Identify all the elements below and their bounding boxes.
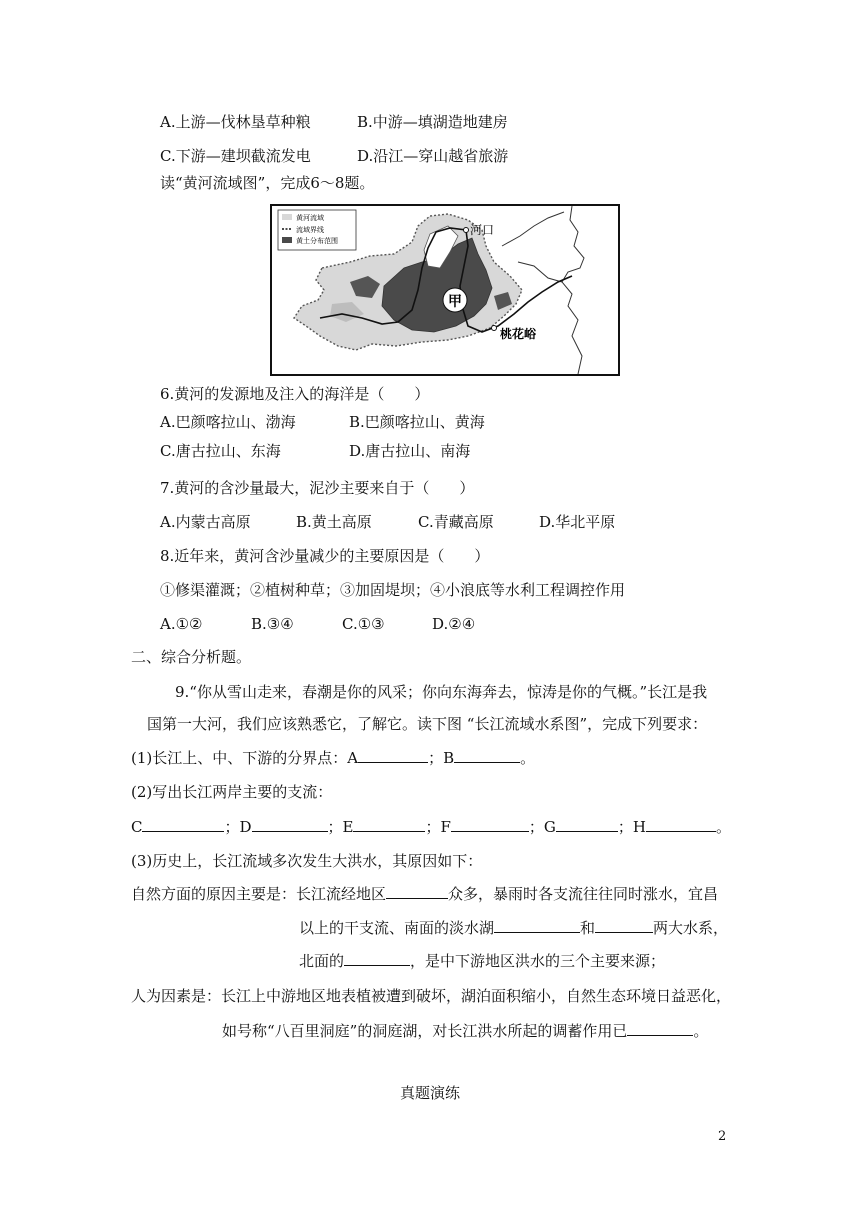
section-title: 真题演练 [400,1084,461,1102]
q7-option-a: A.内蒙古高原 [160,513,251,531]
q6-option-a: A.巴颜喀拉山、渤海 [160,413,296,431]
q7-option-b: B.黄土高原 [296,513,372,531]
q9-natural-line1 [131,884,718,904]
hekou-label: 河口 [470,223,495,237]
legend-basin-label: 黄河流域 [296,214,324,222]
q9-part2: (2)写出长江两岸主要的支流： [131,783,333,801]
q5-option-a: A.上游—伐林垦草种粮 [160,113,311,131]
q6-option-c: C.唐古拉山、东海 [160,442,281,460]
answer-blank-a[interactable] [358,748,428,763]
natural-text: ，是中下游地区洪水的三个主要来源； [410,952,666,970]
legend-loess-swatch [282,237,292,243]
answer-blank-dongting[interactable] [627,1021,693,1036]
answer-blank-lake1[interactable] [494,918,580,933]
map-instruction: 读“黄河流域图”，完成6～8题。 [160,174,375,192]
human-text: 如号称“八百里洞庭”的洞庭湖，对长江洪水所起的调蓄作用已 [222,1022,628,1040]
punct: 。 [715,818,731,836]
taohuayu-marker [492,326,497,331]
label-h: ；H [617,818,646,836]
answer-blank-f[interactable] [451,817,529,832]
answer-blank-c[interactable] [142,817,224,832]
answer-blank-north[interactable] [344,951,410,966]
q9-part1 [131,748,535,768]
q7-stem: 7.黄河的含沙量最大，泥沙主要来自于（ ） [160,479,475,497]
taohuayu-label: 桃花峪 [500,327,537,341]
jia-label: 甲 [448,294,462,310]
answer-blank-b[interactable] [454,748,520,763]
natural-text: 众多，暴雨时各支流往往同时涨水，宜昌 [448,885,719,903]
label-d: ；D [224,818,252,836]
answer-blank-g[interactable] [556,817,618,832]
natural-text: 自然方面的原因主要是：长江流经地区 [131,885,387,903]
q5-option-c: C.下游—建坝截流发电 [160,147,311,165]
yellow-river-basin-map [270,204,620,376]
answer-blank-h[interactable] [646,817,716,832]
q8-option-a: A.①② [160,615,203,633]
hekou-marker [464,228,469,233]
province-border [518,262,562,282]
q5-option-d: D.沿江—穿山越省旅游 [357,147,509,165]
label-g: ；G [528,818,556,836]
label-f: ；F [425,818,451,836]
legend-basin-swatch [282,214,292,220]
q9-part1-text: (1)长江上、中、下游的分界点：A [131,749,359,767]
answer-blank-e[interactable] [353,817,425,832]
coastline [562,206,584,374]
natural-text: 以上的干支流、南面的淡水湖 [299,919,495,937]
q7-option-c: C.青藏高原 [418,513,494,531]
section-heading: 二、综合分析题。 [131,648,252,666]
q9-intro-line1: 9.“你从雪山走来，春潮是你的风采；你向东海奔去，惊涛是你的气概。”长江是我 [175,683,708,701]
page-number: 2 [718,1129,727,1144]
natural-text: 和 [580,919,596,937]
province-border [502,212,564,246]
q9-human-line2 [222,1021,708,1041]
legend-loess-label: 黄土分布范围 [296,237,338,245]
q8-items: ①修渠灌溉；②植树种草；③加固堤坝；④小浪底等水利工程调控作用 [160,581,626,599]
q5-option-b: B.中游—填湖造地建房 [357,113,508,131]
answer-blank-lake2[interactable] [595,918,653,933]
map-drawing [272,206,618,374]
q8-stem: 8.近年来，黄河含沙量减少的主要原因是（ ） [160,547,490,565]
label-c: C [131,818,143,836]
q9-natural-line2 [299,918,728,938]
q8-option-d: D.②④ [432,615,476,633]
q9-part1-b: ；B [428,749,455,767]
q6-stem: 6.黄河的发源地及注入的海洋是（ ） [160,385,430,403]
q9-tributaries-line [131,817,731,837]
q9-intro-line2: 国第一大河，我们应该熟悉它，了解它。读下图 “长江流域水系图”，完成下列要求： [147,715,708,733]
natural-text: 北面的 [299,952,345,970]
punct: 。 [693,1022,709,1040]
q6-option-d: D.唐古拉山、南海 [349,442,471,460]
q9-natural-line3 [299,951,665,971]
legend-border-label: 流域界线 [296,226,324,234]
q8-option-b: B.③④ [251,615,294,633]
q9-part3: (3)历史上，长江流域多次发生大洪水，其原因如下： [131,852,483,870]
natural-text: 两大水系， [653,919,729,937]
punct: 。 [520,749,536,767]
q8-option-c: C.①③ [342,615,385,633]
q7-option-d: D.华北平原 [539,513,616,531]
q9-human-line1: 人为因素是：长江上中游地区地表植被遭到破坏，湖泊面积缩小，自然生态环境日益恶化， [131,987,732,1005]
answer-blank-tributaries[interactable] [386,884,448,899]
label-e: ；E [327,818,354,836]
answer-blank-d[interactable] [252,817,328,832]
q6-option-b: B.巴颜喀拉山、黄海 [349,413,485,431]
